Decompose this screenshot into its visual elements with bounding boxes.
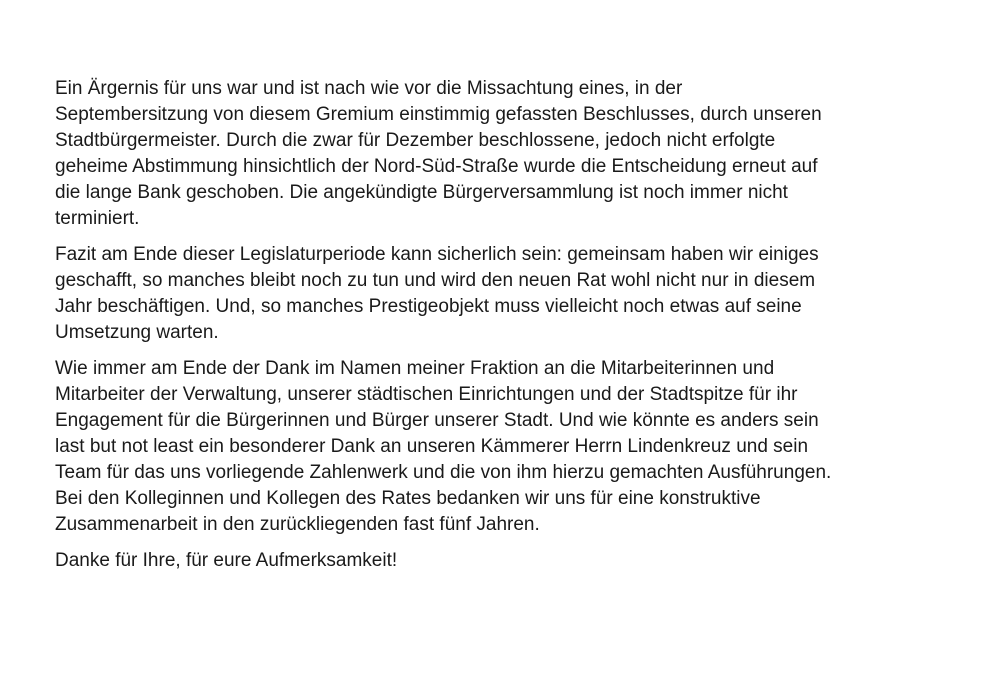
text-line: Danke für Ihre, für eure Aufmerksamkeit! xyxy=(55,549,398,571)
text-line: geheime Abstimmung hinsichtlich der Nord-Süd-Straße wurde die Entscheidung erneut auf xyxy=(55,155,818,177)
text-line: geschafft, so manches bleibt noch zu tun und wird den neuen Rat wohl nicht nur in diesem xyxy=(55,269,816,291)
text-line: Bei den Kolleginnen und Kollegen des Rates bedanken wir uns für eine konstruktive xyxy=(55,487,761,509)
text-line: die lange Bank geschoben. Die angekündigte Bürgerversammlung ist noch immer nicht xyxy=(55,181,788,203)
text-line: Team für das uns vorliegende Zahlenwerk und die von ihm hierzu gemachten Ausführungen. xyxy=(55,461,832,483)
text-line: Ein Ärgernis für uns war und ist nach wie vor die Missachtung eines, in der xyxy=(55,78,683,99)
text-line: Stadtbürgermeister. Durch die zwar für Dezember beschlossene, jedoch nicht erfolgte xyxy=(55,129,776,151)
text-line: Wie immer am Ende der Dank im Namen meiner Fraktion an die Mitarbeiterinnen und xyxy=(55,358,775,380)
document-body xyxy=(55,76,975,574)
text-line: Zusammenarbeit in den zurückliegenden fast fünf Jahren. xyxy=(55,513,540,535)
text-line: Jahr beschäftigen. Und, so manches Prestigeobjekt muss vielleicht noch etwas auf seine xyxy=(55,295,802,317)
text-line: Mitarbeiter der Verwaltung, unserer städtischen Einrichtungen und der Stadtspitze für ihr xyxy=(55,383,798,405)
text-line: terminiert. xyxy=(55,207,140,229)
paragraph-aergernis xyxy=(55,76,975,231)
paragraph-dank xyxy=(55,356,975,537)
text-line: Engagement für die Bürgerinnen und Bürger unserer Stadt. Und wie könnte es anders sein xyxy=(55,409,819,431)
paragraph-fazit xyxy=(55,242,975,346)
paragraph-closing xyxy=(55,548,975,574)
text-line: Septembersitzung von diesem Gremium einstimmig gefassten Beschlusses, durch unseren xyxy=(55,103,822,125)
text-line: Fazit am Ende dieser Legislaturperiode kann sicherlich sein: gemeinsam haben wir einiges xyxy=(55,243,819,265)
text-line: Umsetzung warten. xyxy=(55,321,219,343)
text-line: last but not least ein besonderer Dank an unseren Kämmerer Herrn Lindenkreuz und sein xyxy=(55,435,809,457)
